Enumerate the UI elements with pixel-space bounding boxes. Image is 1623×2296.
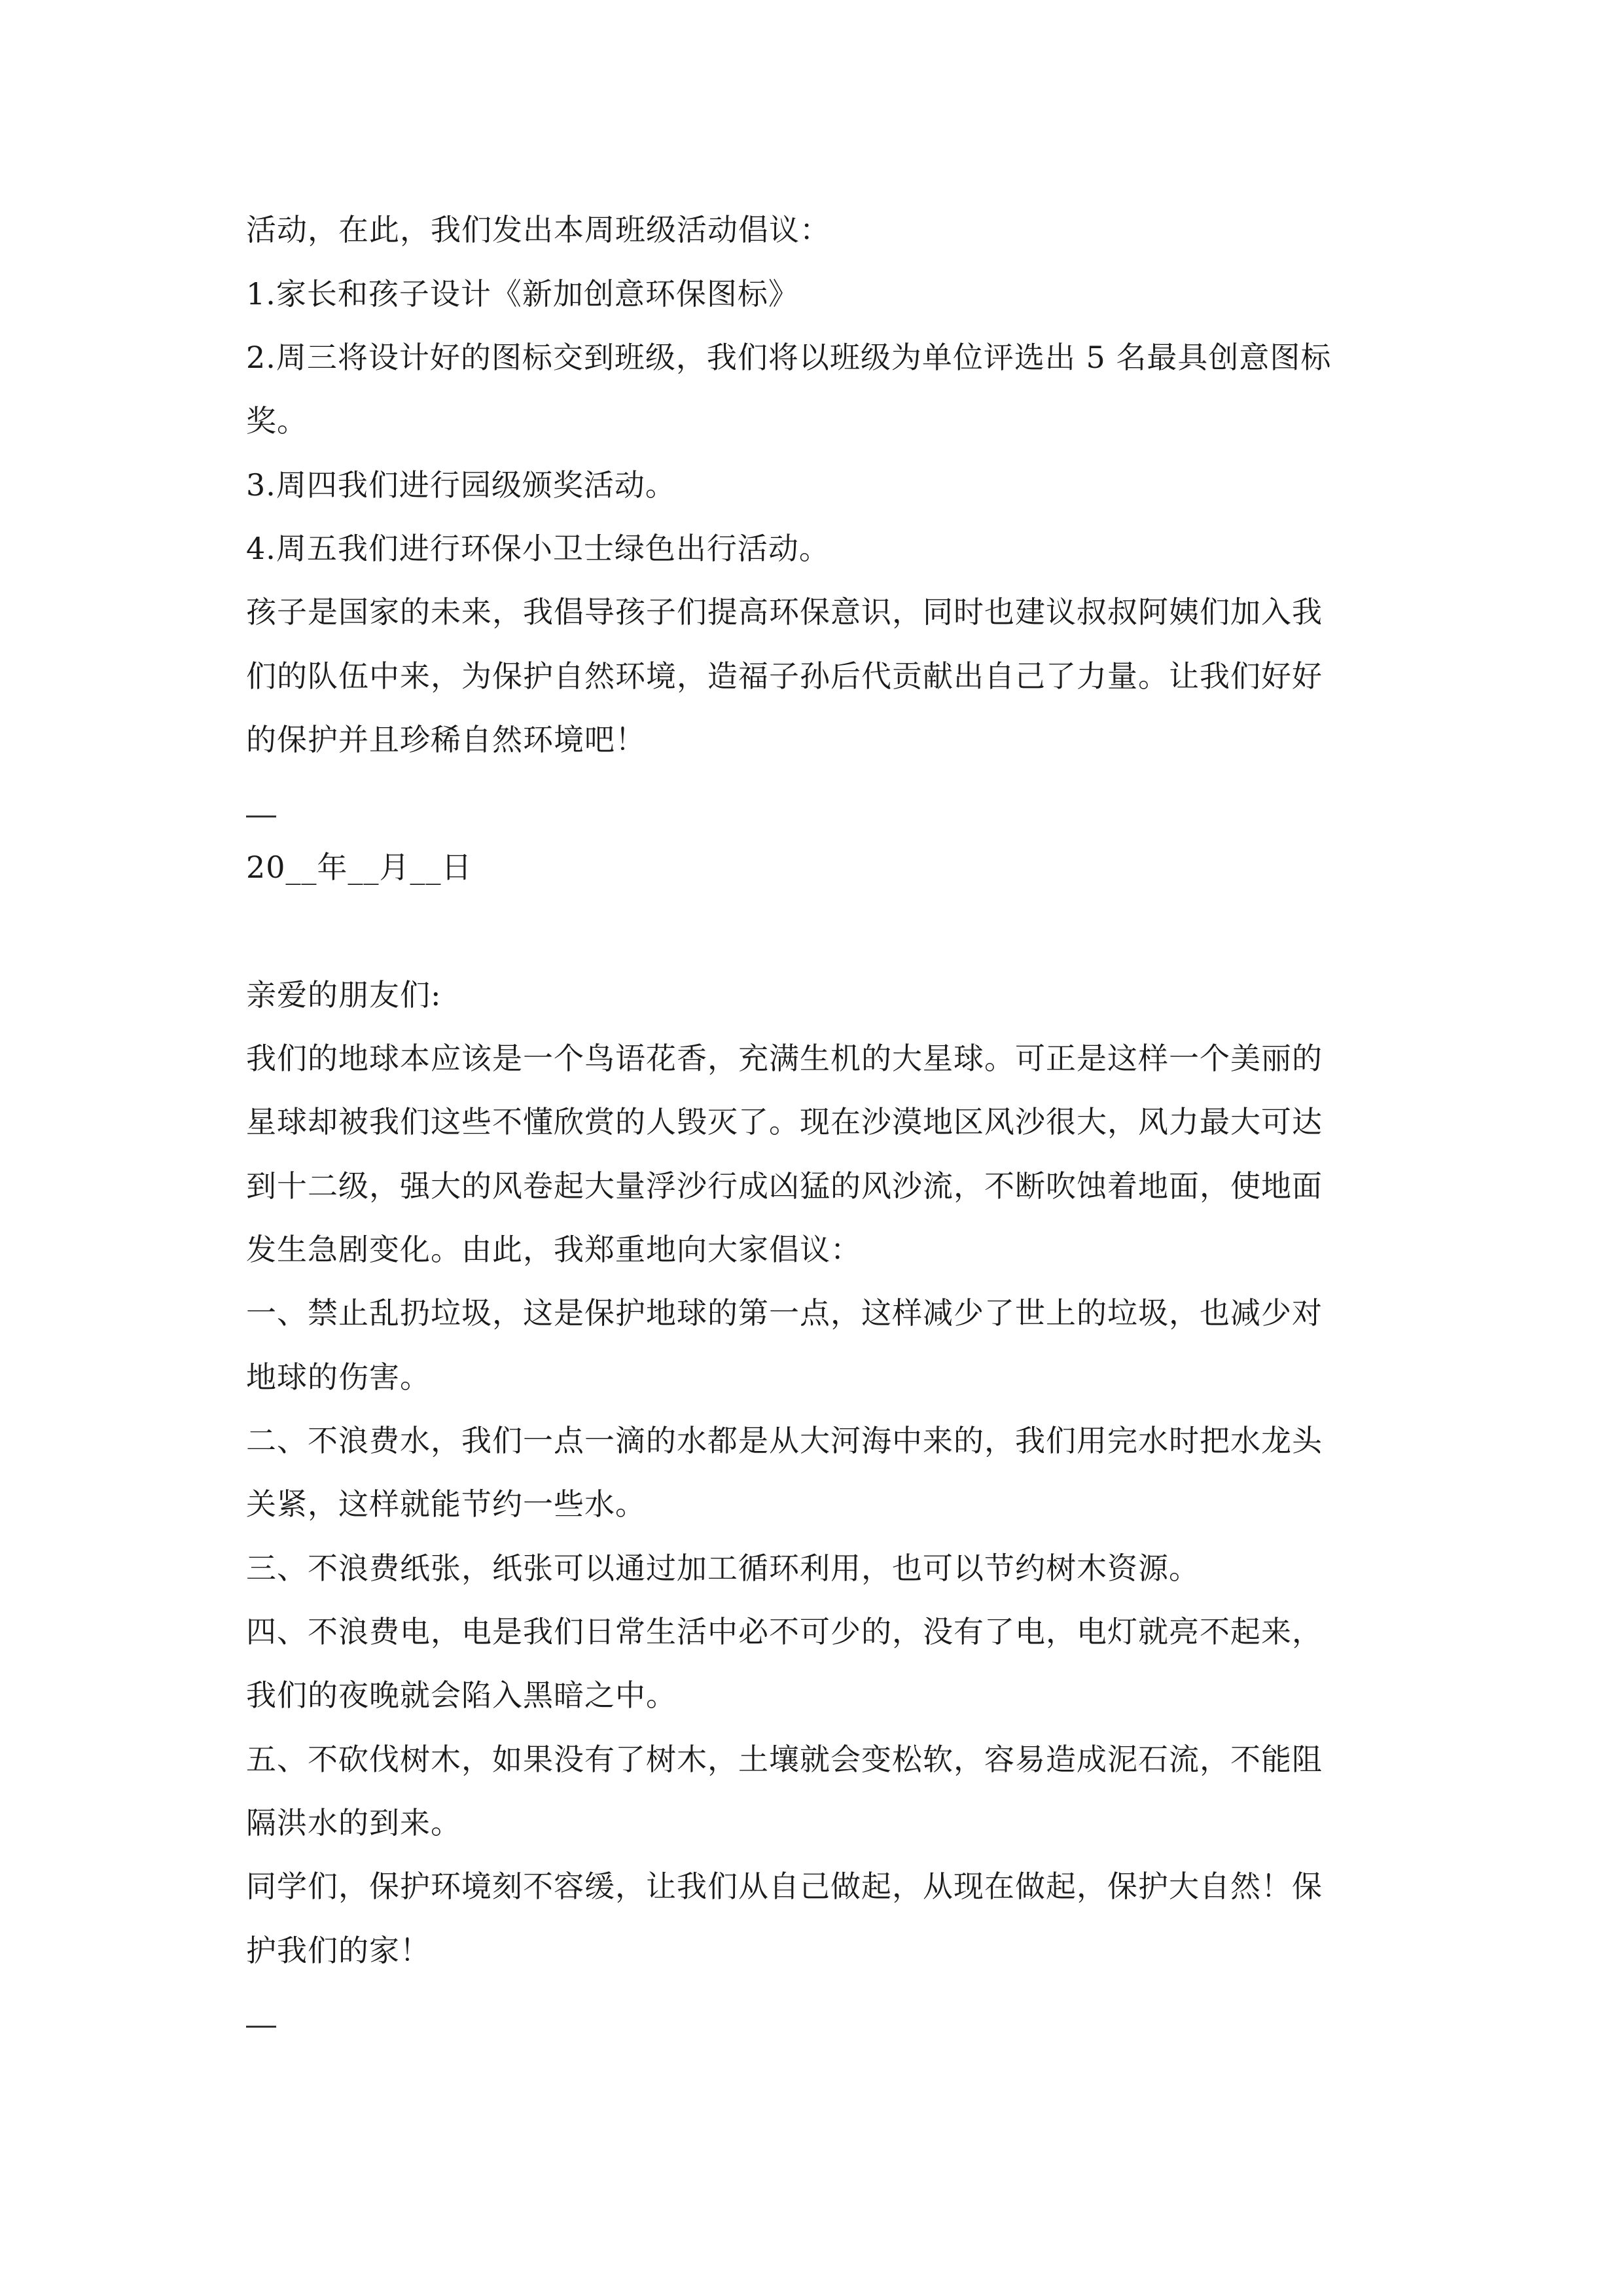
text-line: 的保护并且珍稀自然环境吧！ — [246, 722, 646, 757]
text-line: 奖。 — [246, 403, 308, 439]
text-line: 活动，在此，我们发出本周班级活动倡议： — [246, 212, 830, 247]
text-line: 孩子是国家的未来，我倡导孩子们提高环保意识，同时也建议叔叔阿姨们加入我 — [246, 594, 1323, 630]
text-line: 发生急剧变化。由此，我郑重地向大家倡议： — [246, 1232, 861, 1267]
date-line: 20__年__月__日 — [246, 850, 473, 885]
text-line: 五、不砍伐树木，如果没有了树木，土壤就会变松软，容易造成泥石流，不能阻 — [246, 1742, 1323, 1777]
text-line: 二、不浪费水，我们一点一滴的水都是从大河海中来的，我们用完水时把水龙头 — [246, 1423, 1323, 1458]
text-line: 地球的伤害。 — [246, 1359, 431, 1395]
text-line: 4.周五我们进行环保小卫士绿色出行活动。 — [246, 531, 830, 566]
text-line: 我们的地球本应该是一个鸟语花香，充满生机的大星球。可正是这样一个美丽的 — [246, 1041, 1323, 1076]
text-line: 一、禁止乱扔垃圾，这是保护地球的第一点，这样减少了世上的垃圾，也减少对 — [246, 1295, 1323, 1331]
text-line: 到十二级，强大的风卷起大量浮沙行成凶猛的风沙流，不断吹蚀着地面，使地面 — [246, 1168, 1323, 1204]
text-line: 护我们的家！ — [246, 1933, 431, 1968]
signature-blank — [246, 2026, 276, 2028]
text-line: 隔洪水的到来。 — [246, 1805, 461, 1840]
text-line: 们的队伍中来，为保护自然环境，造福子孙后代贡献出自己了力量。让我们好好 — [246, 658, 1323, 694]
text-line: 我们的夜晚就会陷入黑暗之中。 — [246, 1677, 677, 1713]
text-line: 2.周三将设计好的图标交到班级，我们将以班级为单位评选出 5 名最具创意图标 — [246, 340, 1332, 375]
text-line: 三、不浪费纸张，纸张可以通过加工循环利用，也可以节约树木资源。 — [246, 1551, 1200, 1586]
text-line: 3.周四我们进行园级颁奖活动。 — [246, 467, 676, 503]
text-line: 同学们，保护环境刻不容缓，让我们从自己做起，从现在做起，保护大自然！保 — [246, 1869, 1323, 1904]
salutation: 亲爱的朋友们: — [246, 977, 442, 1013]
text-line: 四、不浪费电，电是我们日常生活中必不可少的，没有了电，电灯就亮不起来， — [246, 1614, 1323, 1649]
text-line: 星球却被我们这些不懂欣赏的人毁灭了。现在沙漠地区风沙很大，风力最大可达 — [246, 1104, 1323, 1139]
text-line: 关紧，这样就能节约一些水。 — [246, 1486, 646, 1522]
text-line: 1.家长和孩子设计《新加创意环保图标》 — [246, 276, 799, 312]
signature-blank — [246, 816, 276, 817]
